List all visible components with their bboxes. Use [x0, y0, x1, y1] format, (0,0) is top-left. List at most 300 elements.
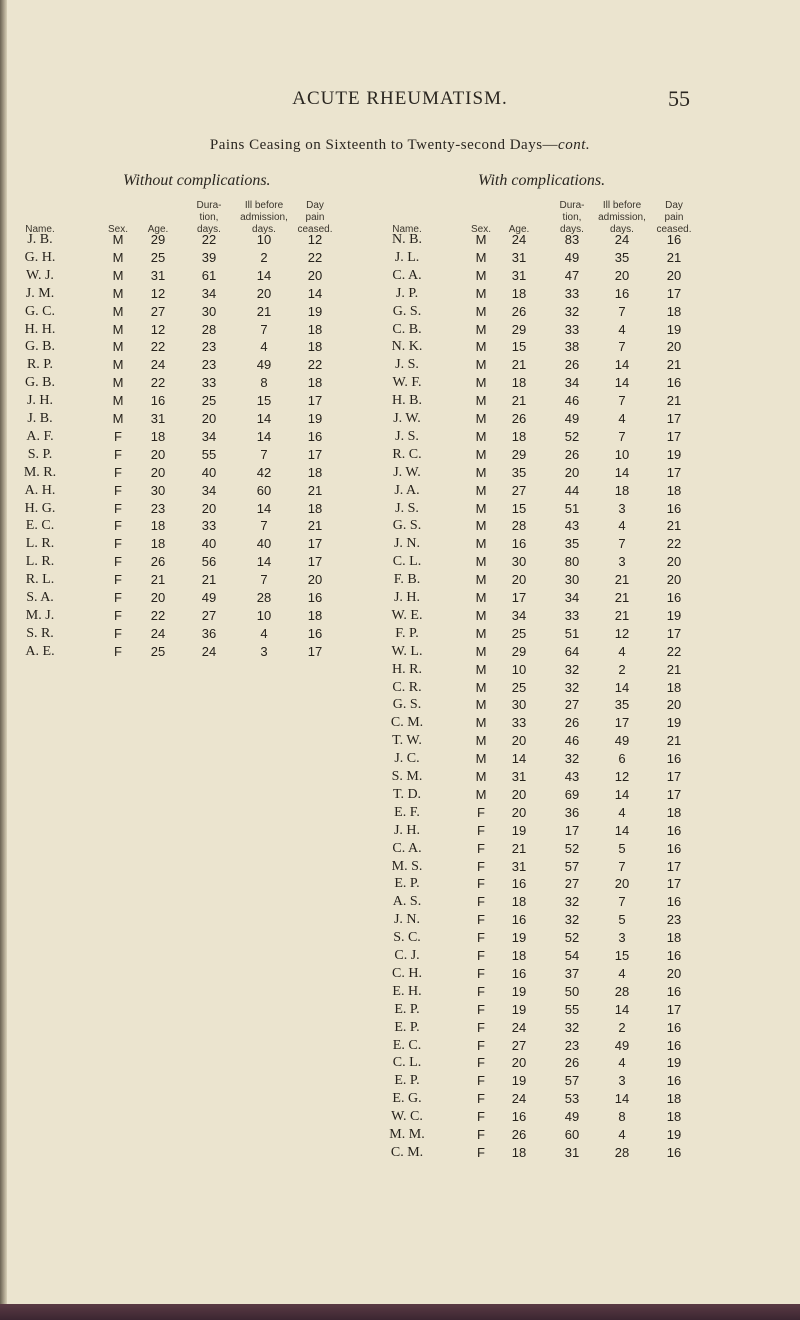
cell-ill-before: 49	[256, 357, 272, 373]
cell-day-ceased: 19	[307, 411, 323, 426]
cell-day-ceased: 19	[666, 1127, 682, 1142]
cell-ill-before: 4	[618, 518, 626, 534]
cell-sex: F	[477, 876, 485, 892]
cell-ill-before: 7	[618, 303, 626, 319]
cell-name: J. B.	[27, 411, 53, 426]
cell-sex: F	[477, 1091, 485, 1107]
cell-duration: 55	[564, 1001, 580, 1017]
cell-age: 27	[511, 1037, 527, 1053]
cell-sex: M	[475, 536, 487, 552]
cell-duration: 23	[564, 1037, 580, 1053]
cell-name: G. S.	[392, 303, 422, 319]
cell-ill-before: 7	[260, 446, 268, 462]
cell-day-ceased: 16	[307, 590, 323, 605]
cell-age: 26	[511, 411, 527, 426]
cell-sex: M	[112, 267, 124, 283]
cell-duration: 22	[201, 232, 217, 247]
cell-name: J. W.	[393, 411, 421, 426]
page-binding-shadow	[0, 0, 7, 1320]
cell-ill-before: 20	[256, 285, 272, 301]
cell-name: H. H.	[24, 321, 56, 337]
cell-day-ceased: 19	[666, 607, 682, 623]
cell-day-ceased: 18	[307, 464, 323, 480]
cell-duration: 32	[564, 1019, 580, 1035]
cell-duration: 52	[564, 428, 580, 444]
cell-age: 20	[150, 446, 166, 462]
column-header-day-ceased: pain	[664, 212, 684, 223]
column-header-day-ceased: ceased.	[297, 224, 333, 235]
cell-sex: F	[477, 1019, 485, 1035]
cell-day-ceased: 17	[666, 428, 682, 444]
cell-ill-before: 28	[256, 590, 272, 605]
cell-duration: 33	[564, 607, 580, 623]
cell-name: G. B.	[25, 339, 55, 355]
cell-age: 22	[150, 339, 166, 355]
column-header-sex: Sex.	[107, 224, 129, 235]
cell-sex: F	[114, 428, 122, 444]
cell-sex: M	[112, 411, 124, 426]
column-header-ill-before: days.	[610, 224, 634, 235]
cell-day-ceased: 20	[666, 267, 682, 283]
cell-duration: 38	[564, 339, 580, 355]
cell-name: E. P.	[394, 1073, 420, 1089]
cell-duration: 55	[201, 446, 217, 462]
cell-duration: 49	[201, 590, 217, 605]
cell-ill-before: 28	[614, 983, 630, 999]
cell-duration: 34	[564, 375, 580, 391]
cell-sex: F	[477, 1073, 485, 1089]
cell-day-ceased: 17	[666, 625, 682, 641]
cell-duration: 50	[564, 983, 580, 999]
cell-age: 18	[511, 948, 527, 963]
cell-day-ceased: 16	[666, 822, 682, 838]
cell-name: W. F.	[392, 375, 422, 391]
cell-sex: F	[114, 643, 122, 659]
cell-day-ceased: 21	[666, 249, 682, 265]
column-header-duration: tion,	[199, 212, 219, 223]
cell-ill-before: 21	[256, 303, 272, 319]
cell-sex: M	[475, 303, 487, 319]
cell-age: 10	[511, 661, 527, 677]
cell-duration: 33	[201, 518, 217, 534]
cell-sex: F	[477, 1127, 485, 1142]
cell-day-ceased: 20	[666, 572, 682, 588]
cell-age: 27	[511, 482, 527, 498]
cell-name: A. E.	[25, 643, 55, 659]
cell-name: S. P.	[27, 446, 53, 462]
cell-day-ceased: 20	[666, 554, 682, 570]
cell-duration: 25	[201, 393, 217, 409]
cell-day-ceased: 18	[307, 500, 323, 516]
cell-name: J. C.	[394, 751, 420, 767]
cell-day-ceased: 17	[666, 1001, 682, 1017]
cell-name: N. K.	[391, 339, 423, 355]
cell-ill-before: 15	[614, 948, 630, 963]
cell-day-ceased: 17	[666, 769, 682, 784]
cell-duration: 20	[564, 464, 580, 480]
cell-ill-before: 5	[618, 840, 626, 856]
cell-age: 15	[511, 339, 527, 355]
cell-sex: M	[112, 393, 124, 409]
cell-sex: M	[475, 428, 487, 444]
cell-age: 25	[511, 679, 527, 695]
cell-age: 27	[150, 303, 166, 319]
cell-duration: 40	[201, 464, 217, 480]
cell-name: A. F.	[26, 428, 54, 444]
cell-age: 24	[511, 1019, 527, 1035]
cell-name: L. R.	[25, 554, 55, 570]
column-header-age: Age.	[508, 224, 530, 235]
cell-age: 22	[150, 607, 166, 623]
cell-sex: M	[112, 339, 124, 355]
cell-age: 16	[511, 536, 527, 552]
cell-age: 29	[511, 643, 527, 659]
cell-ill-before: 6	[618, 751, 626, 767]
cell-day-ceased: 17	[666, 786, 682, 802]
cell-ill-before: 8	[618, 1109, 626, 1125]
cell-day-ceased: 16	[666, 840, 682, 856]
cell-ill-before: 10	[256, 607, 272, 623]
cell-duration: 57	[564, 1073, 580, 1089]
cell-ill-before: 15	[256, 393, 272, 409]
cell-name: C. A.	[392, 267, 422, 283]
cell-ill-before: 3	[618, 500, 626, 516]
cell-age: 34	[511, 607, 527, 623]
cell-name: J. A.	[394, 482, 420, 498]
cell-duration: 27	[564, 697, 580, 713]
cell-duration: 44	[564, 482, 580, 498]
cell-duration: 61	[201, 267, 217, 283]
cell-sex: M	[112, 285, 124, 301]
cell-day-ceased: 18	[666, 1109, 682, 1125]
cell-ill-before: 10	[614, 446, 630, 462]
cell-duration: 46	[564, 393, 580, 409]
cell-day-ceased: 21	[666, 661, 682, 677]
cell-name: R. L.	[25, 572, 55, 588]
cell-age: 18	[511, 375, 527, 391]
cell-sex: M	[112, 232, 124, 247]
cell-ill-before: 49	[614, 733, 630, 749]
cell-ill-before: 14	[614, 679, 630, 695]
cell-duration: 34	[201, 482, 217, 498]
cell-sex: M	[475, 679, 487, 695]
cell-name: J. H.	[26, 393, 54, 409]
cell-day-ceased: 19	[307, 303, 323, 319]
cell-age: 18	[511, 428, 527, 444]
cell-age: 31	[150, 411, 166, 426]
cell-day-ceased: 16	[666, 590, 682, 605]
cell-ill-before: 35	[614, 249, 630, 265]
cell-sex: M	[112, 249, 124, 265]
cell-age: 16	[511, 965, 527, 981]
cell-age: 25	[511, 625, 527, 641]
cell-sex: F	[114, 464, 122, 480]
cell-day-ceased: 16	[666, 1144, 682, 1160]
cell-day-ceased: 21	[666, 733, 682, 749]
cell-day-ceased: 17	[307, 536, 323, 552]
cell-sex: F	[114, 625, 122, 641]
cell-sex: F	[114, 590, 122, 605]
column-header-name: Name.	[25, 224, 55, 235]
cell-day-ceased: 17	[307, 393, 323, 409]
cell-duration: 57	[564, 858, 580, 874]
cell-duration: 80	[564, 554, 580, 570]
section-title	[0, 137, 800, 154]
cell-age: 26	[511, 303, 527, 319]
cell-name: W. C.	[391, 1109, 423, 1125]
cell-day-ceased: 18	[666, 482, 682, 498]
cell-duration: 34	[201, 428, 217, 444]
cell-day-ceased: 22	[666, 536, 682, 552]
cell-sex: F	[114, 607, 122, 623]
cell-sex: F	[114, 518, 122, 534]
cell-day-ceased: 21	[307, 518, 323, 534]
right-group-title: With complications.	[478, 172, 606, 189]
column-header-duration: Dura-	[196, 200, 222, 211]
cell-sex: M	[475, 715, 487, 731]
cell-day-ceased: 17	[307, 446, 323, 462]
cell-ill-before: 4	[260, 339, 268, 355]
cell-duration: 33	[564, 285, 580, 301]
cell-ill-before: 4	[618, 1127, 626, 1142]
cell-ill-before: 3	[618, 930, 626, 946]
cell-ill-before: 8	[260, 375, 268, 391]
cell-name: J. W.	[393, 464, 421, 480]
cell-duration: 30	[564, 572, 580, 588]
cell-duration: 27	[201, 607, 217, 623]
cell-sex: F	[114, 446, 122, 462]
cell-name: G. C.	[25, 303, 55, 319]
cell-age: 20	[511, 733, 527, 749]
cell-duration: 64	[564, 643, 580, 659]
cell-duration: 54	[564, 948, 580, 963]
cell-day-ceased: 16	[307, 428, 323, 444]
cell-sex: F	[477, 948, 485, 963]
cell-sex: F	[477, 822, 485, 838]
cell-sex: M	[475, 232, 487, 247]
cell-age: 26	[150, 554, 166, 570]
cell-age: 31	[511, 267, 527, 283]
cell-ill-before: 3	[260, 643, 268, 659]
cell-sex: M	[475, 554, 487, 570]
cell-name: C. R.	[392, 679, 422, 695]
cell-name: G. S.	[392, 518, 422, 534]
cell-name: C. M.	[390, 715, 424, 731]
cell-ill-before: 60	[256, 482, 272, 498]
cell-ill-before: 4	[618, 643, 626, 659]
cell-name: C. L.	[392, 1055, 422, 1071]
cell-ill-before: 14	[256, 267, 272, 283]
cell-name: T. W.	[392, 733, 422, 749]
cell-ill-before: 17	[614, 715, 630, 731]
cell-day-ceased: 16	[307, 625, 323, 641]
cell-day-ceased: 21	[666, 518, 682, 534]
cell-ill-before: 4	[618, 411, 626, 426]
cell-name: T. D.	[392, 786, 422, 802]
column-header-day-ceased: pain	[305, 212, 325, 223]
cell-duration: 49	[564, 411, 580, 426]
column-header-ill-before: admission,	[240, 212, 288, 223]
cell-age: 16	[150, 393, 166, 409]
cell-age: 25	[150, 643, 166, 659]
cell-day-ceased: 18	[666, 303, 682, 319]
cell-name: E. P.	[394, 1001, 420, 1017]
cell-age: 14	[511, 751, 527, 767]
cell-sex: M	[475, 733, 487, 749]
cell-name: M. R.	[23, 464, 57, 480]
cell-age: 30	[511, 697, 527, 713]
cell-name: J. H.	[393, 590, 421, 605]
cell-age: 15	[511, 500, 527, 516]
column-header-age: Age.	[147, 224, 169, 235]
cell-ill-before: 4	[618, 1055, 626, 1071]
cell-sex: M	[475, 607, 487, 623]
cell-age: 20	[511, 1055, 527, 1071]
cell-day-ceased: 19	[666, 1055, 682, 1071]
cell-duration: 27	[564, 876, 580, 892]
cell-day-ceased: 20	[307, 572, 323, 588]
cell-name: C. A.	[392, 840, 422, 856]
running-head: ACUTE RHEUMATISM.	[292, 88, 508, 109]
cell-age: 19	[511, 1073, 527, 1089]
cell-ill-before: 7	[260, 321, 268, 337]
cell-name: J. N.	[393, 536, 421, 552]
cell-age: 18	[511, 894, 527, 910]
cell-name: H. R.	[392, 661, 422, 677]
cell-name: C. B.	[392, 321, 422, 337]
cell-age: 18	[150, 536, 166, 552]
cell-sex: M	[112, 303, 124, 319]
cell-ill-before: 14	[256, 428, 272, 444]
cell-age: 24	[511, 232, 527, 247]
cell-sex: F	[477, 804, 485, 820]
cell-day-ceased: 21	[666, 393, 682, 409]
cell-day-ceased: 16	[666, 1037, 682, 1053]
cell-day-ceased: 18	[307, 607, 323, 623]
cell-sex: M	[475, 267, 487, 283]
cell-duration: 32	[564, 303, 580, 319]
cell-day-ceased: 16	[666, 375, 682, 391]
cell-day-ceased: 17	[307, 554, 323, 570]
cell-duration: 33	[201, 375, 217, 391]
column-header-day-ceased: Day	[306, 200, 324, 211]
cell-age: 19	[511, 983, 527, 999]
cell-sex: M	[475, 411, 487, 426]
cell-day-ceased: 18	[307, 375, 323, 391]
cell-duration: 36	[201, 625, 217, 641]
cell-duration: 26	[564, 1055, 580, 1071]
cell-sex: F	[477, 930, 485, 946]
cell-day-ceased: 16	[666, 894, 682, 910]
cell-name: S. M.	[391, 769, 423, 784]
cell-age: 18	[150, 428, 166, 444]
cell-sex: M	[112, 321, 124, 337]
cell-sex: F	[477, 965, 485, 981]
cell-ill-before: 14	[256, 500, 272, 516]
cell-sex: M	[475, 751, 487, 767]
cell-ill-before: 7	[618, 858, 626, 874]
cell-duration: 32	[564, 912, 580, 928]
cell-age: 18	[511, 285, 527, 301]
cell-name: J. P.	[395, 285, 419, 301]
cell-sex: M	[475, 482, 487, 498]
cell-ill-before: 28	[614, 1144, 630, 1160]
cell-age: 29	[511, 446, 527, 462]
cell-duration: 34	[564, 590, 580, 605]
cell-ill-before: 14	[614, 375, 630, 391]
cell-day-ceased: 16	[666, 948, 682, 963]
cell-day-ceased: 18	[666, 1091, 682, 1107]
cell-age: 21	[511, 357, 527, 373]
cell-day-ceased: 22	[307, 249, 323, 265]
cell-day-ceased: 22	[307, 357, 323, 373]
cell-day-ceased: 21	[307, 482, 323, 498]
cell-ill-before: 2	[260, 249, 268, 265]
column-header-ill-before: days.	[252, 224, 276, 235]
cell-name: R. C.	[392, 446, 422, 462]
page-number: 55	[668, 86, 690, 111]
cell-duration: 20	[201, 500, 217, 516]
cell-ill-before: 21	[614, 590, 630, 605]
cell-sex: M	[475, 393, 487, 409]
cell-sex: M	[475, 769, 487, 784]
cell-name: J. S.	[395, 500, 419, 516]
cell-name: E. G.	[392, 1091, 422, 1107]
cell-ill-before: 14	[614, 464, 630, 480]
cell-name: G. B.	[25, 375, 55, 391]
cell-day-ceased: 16	[666, 751, 682, 767]
cell-duration: 34	[201, 285, 217, 301]
cell-duration: 37	[564, 965, 580, 981]
cell-duration: 32	[564, 751, 580, 767]
cell-sex: M	[475, 661, 487, 677]
cell-duration: 33	[564, 321, 580, 337]
cell-day-ceased: 21	[666, 357, 682, 373]
cell-sex: F	[114, 482, 122, 498]
cell-duration: 40	[201, 536, 217, 552]
cell-day-ceased: 18	[666, 804, 682, 820]
cell-age: 21	[511, 393, 527, 409]
cell-day-ceased: 22	[666, 643, 682, 659]
cell-sex: F	[477, 1109, 485, 1125]
cell-ill-before: 18	[614, 482, 630, 498]
cell-ill-before: 12	[614, 625, 630, 641]
cell-sex: M	[475, 590, 487, 605]
cell-age: 28	[511, 518, 527, 534]
cell-name: G. S.	[392, 697, 422, 713]
cell-ill-before: 7	[618, 536, 626, 552]
cell-ill-before: 3	[618, 1073, 626, 1089]
cell-name: M. J.	[25, 607, 55, 623]
cell-ill-before: 14	[256, 411, 272, 426]
cell-duration: 46	[564, 733, 580, 749]
cell-name: G. H.	[24, 249, 56, 265]
cell-day-ceased: 20	[666, 697, 682, 713]
cell-duration: 56	[201, 554, 217, 570]
cell-age: 20	[150, 464, 166, 480]
cell-sex: F	[477, 983, 485, 999]
cell-age: 31	[511, 858, 527, 874]
cell-name: C. J.	[394, 948, 420, 963]
cell-name: A. H.	[24, 482, 56, 498]
column-header-ill-before: Ill before	[244, 200, 284, 211]
cell-sex: F	[477, 1144, 485, 1160]
column-header-duration: days.	[197, 224, 221, 235]
cell-age: 16	[511, 912, 527, 928]
cell-ill-before: 4	[260, 625, 268, 641]
cell-age: 26	[511, 1127, 527, 1142]
cell-ill-before: 12	[614, 769, 630, 784]
